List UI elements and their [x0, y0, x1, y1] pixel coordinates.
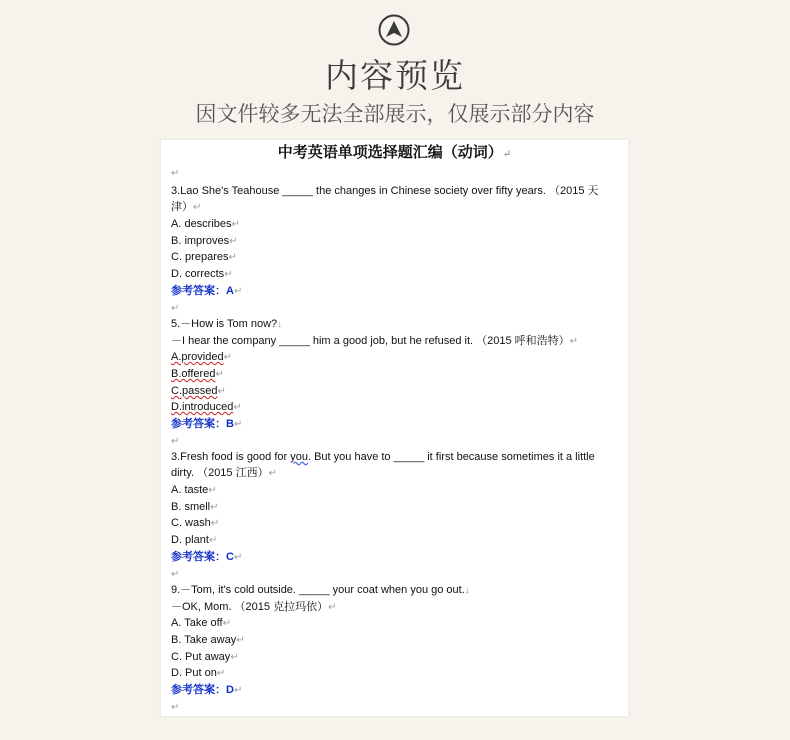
option: D. corrects↵	[171, 268, 233, 280]
option: C.passed↵	[171, 385, 226, 397]
question-stem: 3.Fresh food is good for you. But you have to _____ it first because sometimes it a little	[171, 451, 595, 463]
option: B.offered↵	[171, 368, 224, 380]
option: A. taste↵	[171, 484, 217, 496]
option: D. Put on↵	[171, 667, 226, 679]
answer: 参考答案：A↵	[171, 285, 243, 297]
option: D. plant↵	[171, 534, 218, 546]
paragraph-mark: ↵	[171, 303, 180, 314]
option: D.introduced↵	[171, 401, 242, 413]
question-stem: 9.－Tom, it's cold outside. _____ your coat when you go out.↓	[171, 584, 470, 596]
question-stem: －OK, Mom. （2015 克拉玛依）↵	[171, 601, 337, 613]
option: A.provided↵	[171, 351, 232, 363]
arrow-up-circle-icon	[378, 14, 410, 46]
option: B. smell↵	[171, 501, 219, 513]
question-stem: 津）↵	[171, 201, 202, 213]
option: C. wash↵	[171, 517, 220, 529]
paragraph-mark: ↵	[171, 702, 180, 713]
answer: 参考答案：C↵	[171, 551, 243, 563]
question-stem: dirty. （2015 江西）↵	[171, 467, 277, 479]
document-title: 中考英语单项选择题汇编（动词）↵	[277, 143, 512, 161]
question-stem: －I hear the company _____ him a good job, but he refused it. （2015 呼和浩特）↵	[171, 335, 579, 347]
question-stem: 5.－How is Tom now?↓	[171, 318, 283, 330]
page-title: 内容预览	[325, 56, 465, 95]
option: A. Take off↵	[171, 617, 231, 629]
option: A. describes↵	[171, 218, 240, 230]
answer: 参考答案：D↵	[171, 684, 243, 696]
question-stem: 3.Lao She's Teahouse _____ the changes in Chinese society over fifty years. （2015 天	[171, 185, 599, 197]
document-preview	[161, 140, 628, 716]
option: C. prepares↵	[171, 251, 237, 263]
answer: 参考答案：B↵	[171, 418, 243, 430]
paragraph-mark: ↵	[171, 168, 180, 179]
page-header	[0, 0, 790, 140]
option: B. improves↵	[171, 235, 238, 247]
option: C. Put away↵	[171, 651, 239, 663]
paragraph-mark: ↵	[171, 569, 180, 580]
paragraph-mark: ↵	[171, 436, 180, 447]
page-subtitle: 因文件较多无法全部展示，仅展示部分内容	[195, 102, 595, 126]
option: B. Take away↵	[171, 634, 245, 646]
